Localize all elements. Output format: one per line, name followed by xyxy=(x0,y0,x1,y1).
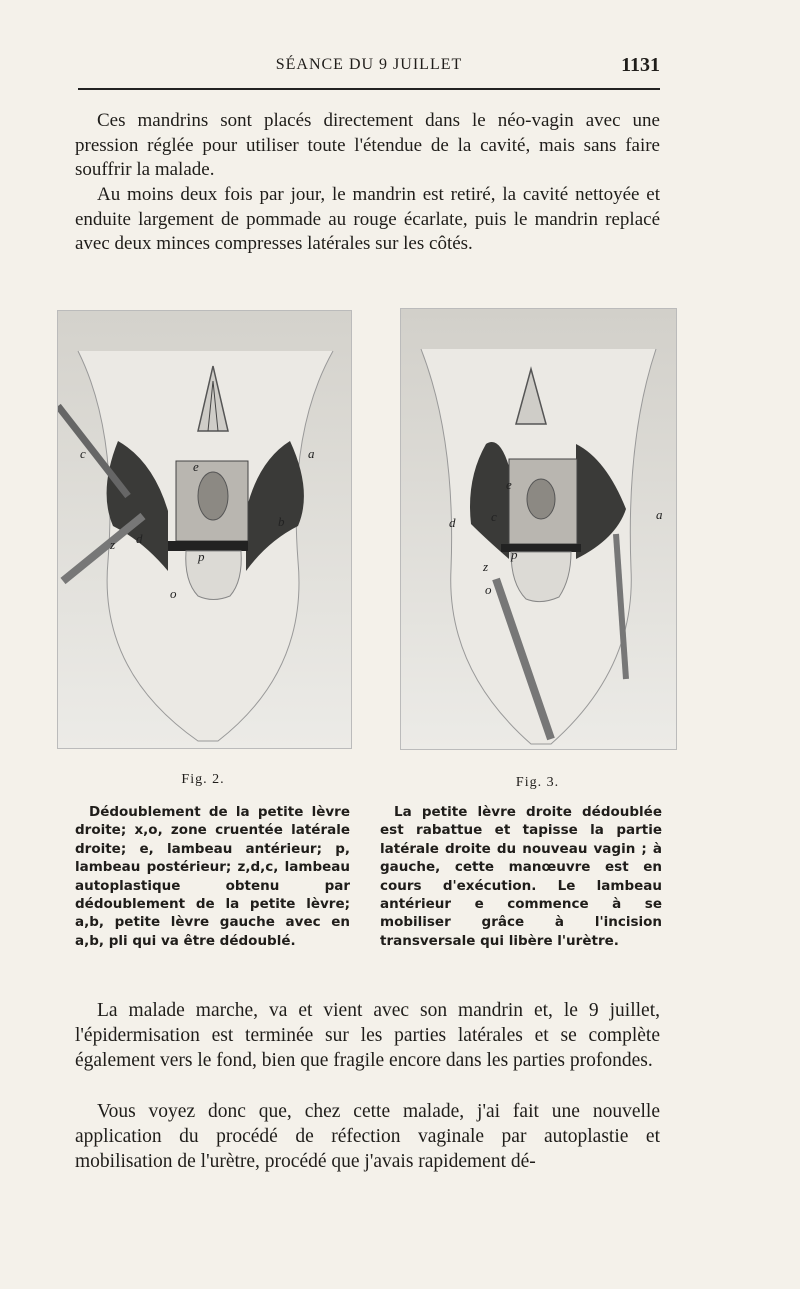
paragraph-1: Ces mandrins sont placés directement dans le néo-vagin avec une pression réglée pour utiliser toute l'étendue de la cavité, mais sans faire souffrir la malade. xyxy=(75,110,660,180)
fig3-letter-a: a xyxy=(656,507,663,522)
page-number: 1131 xyxy=(621,54,660,76)
fig2-letter-a: a xyxy=(308,446,315,461)
figure-2-label: Fig. 2. xyxy=(181,772,225,787)
figure-3-label: Fig. 3. xyxy=(515,775,560,790)
paragraph-3: La malade marche, va et vient avec son mandrin et, le 9 juillet, l'épidermisation est terminée sur les parties latérales et se complète également vers le fond, bien que fragile encore dans les parties profondes. xyxy=(75,1000,660,1071)
fig2-letter-z: z xyxy=(110,537,116,552)
header-rule xyxy=(78,88,660,90)
fig2-letter-e: e xyxy=(193,459,199,474)
figure-3-caption: La petite lèvre droite dédoublée est rabattue et tapisse la partie latérale droite du nouveau vagin ; à gauche, cette manœuvre est en cours d'exécution. Le lambeau antérieur e commence à se mobiliser grâce à l'incision transversale qui libère l'urètre. xyxy=(380,804,662,949)
figure-2-illustration xyxy=(57,310,352,749)
fig3-letter-e: e xyxy=(506,477,512,492)
running-title: SÉANCE DU 9 JUILLET xyxy=(275,56,463,73)
figure-3-illustration xyxy=(400,308,677,750)
fig3-letter-o: o xyxy=(485,582,492,597)
fig2-letter-d: d xyxy=(136,531,143,546)
fig3-letter-c: c xyxy=(491,509,497,524)
paragraph-4: Vous voyez donc que, chez cette malade, j'ai fait une nouvelle application du procédé de réfection vaginale par autoplastie et mobilisation de l'urètre, procédé que j'avais rapidement dé- xyxy=(75,1101,660,1172)
fig2-letter-p: p xyxy=(198,549,205,564)
fig3-letter-p: p xyxy=(511,547,518,562)
figure-3-drawing xyxy=(401,309,676,749)
figure-2-caption: Dédoublement de la petite lèvre droite; x,o, zone cruentée latérale droite; e, lambeau antérieur; p, lambeau postérieur; z,d,c, lambeau autoplastique obtenu par dédoublement de la petite lèvre; a,b, petite lèvre gauche avec en a,b, pli qui va être dédoublé. xyxy=(75,804,350,949)
figure-2-drawing xyxy=(58,311,351,748)
running-head xyxy=(78,52,660,92)
fig2-letter-c: c xyxy=(80,446,86,461)
fig2-letter-b: b xyxy=(278,514,285,529)
fig3-letter-d: d xyxy=(449,515,456,530)
fig2-letter-o: o xyxy=(170,586,177,601)
fig3-letter-z: z xyxy=(483,559,489,574)
paragraph-2: Au moins deux fois par jour, le mandrin est retiré, la cavité nettoyée et enduite largement de pommade au rouge écarlate, puis le mandrin replacé avec deux minces compresses latérales sur les côtés. xyxy=(75,184,660,254)
